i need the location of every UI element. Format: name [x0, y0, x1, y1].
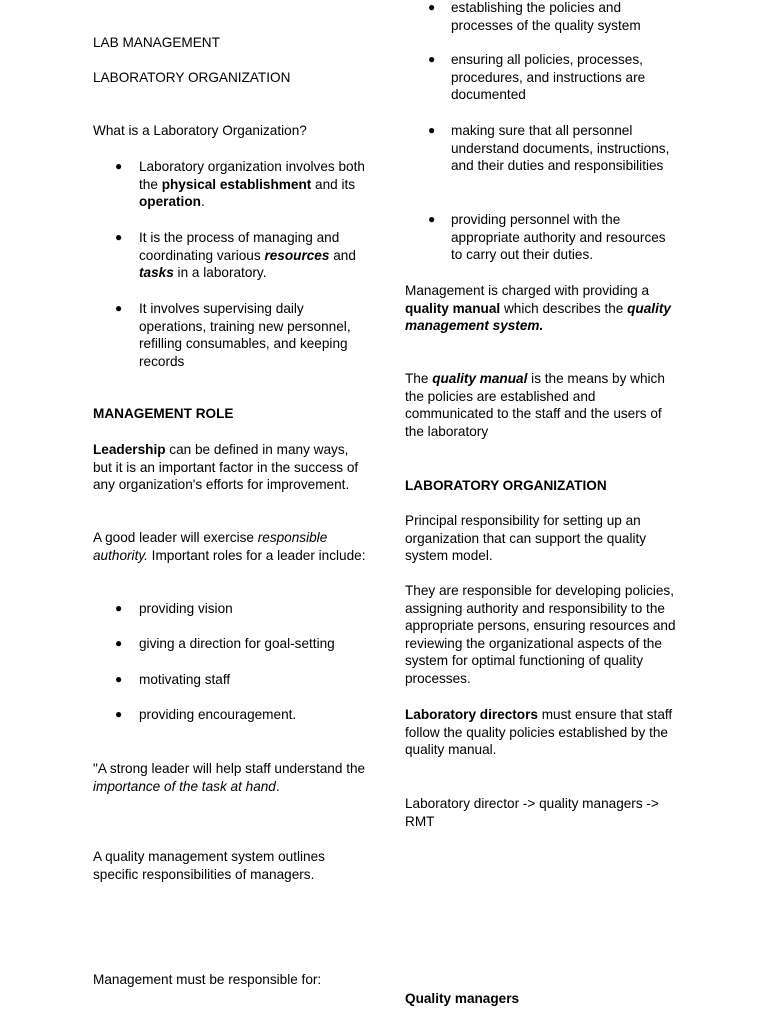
bullet-icon: ●: [428, 52, 436, 66]
bullet-icon: ●: [115, 672, 123, 686]
manual-paragraph: Management is charged with providing a quality manual which describes the quality management system.: [405, 283, 671, 334]
intro-bullet-list: [93, 229, 368, 282]
responsibilities-list: [405, 51, 677, 104]
leadership-paragraph: Leadership can be defined in many ways, but it is an important factor in the success of any organization's efforts for improvement.: [93, 442, 359, 493]
list-item: ● ensuring all policies, processes, procedures, and instructions are documented: [428, 52, 646, 103]
list-item: ● making sure that all personnel understand documents, instructions, and their duties and responsibilities: [428, 123, 670, 174]
principal-paragraph: Principal responsibility for setting up an organization that can support the quality system model.: [405, 513, 647, 564]
intro-bullet-list: [93, 158, 368, 211]
document-title: LAB MANAGEMENT: [93, 35, 220, 50]
bullet-icon: ●: [428, 123, 436, 137]
hierarchy-chain: Laboratory director -> quality managers -> RMT: [405, 796, 659, 829]
lab-organization-heading: LABORATORY ORGANIZATION: [405, 478, 607, 493]
roles-list: [93, 600, 368, 618]
bullet-icon: ●: [115, 230, 123, 244]
quality-managers-heading: Quality managers: [405, 991, 520, 1006]
document-subtitle: LABORATORY ORGANIZATION: [93, 70, 291, 85]
roles-list: [93, 706, 368, 724]
list-item: ● establishing the policies and processes of the quality system: [428, 0, 641, 33]
bullet-icon: ●: [115, 159, 123, 173]
responsibilities-paragraph: They are responsible for developing policies, assigning authority and responsibility to the appropriate persons, ensuring resources and reviewing the organizational aspects of the system for optimal functioning of quality processes.: [405, 583, 676, 686]
bullet-icon: ●: [115, 301, 123, 315]
good-leader-paragraph: A good leader will exercise responsible authority. Important roles for a leader include:: [93, 530, 366, 563]
list-item: ● It is the process of managing and coordinating various resources and tasks in a laboratory.: [115, 230, 356, 281]
quote-paragraph: "A strong leader will help staff understand the importance of the task at hand.: [93, 761, 366, 794]
responsibilities-list: [405, 211, 677, 264]
list-item: ● It involves supervising daily operations, training new personnel, refilling consumables, and keeping records: [115, 301, 351, 369]
responsible-for-text: Management must be responsible for:: [93, 972, 322, 987]
question-text: What is a Laboratory Organization?: [93, 123, 307, 138]
responsibilities-list: [405, 122, 677, 175]
bullet-icon: ●: [115, 707, 123, 721]
responsibilities-list: [405, 0, 677, 34]
list-item: ● providing encouragement.: [115, 707, 297, 722]
directors-paragraph: Laboratory directors must ensure that staff follow the quality policies established by the quality manual.: [405, 707, 673, 758]
bullet-icon: ●: [428, 0, 436, 14]
list-item: ● Laboratory organization involves both the physical establishment and its operation.: [115, 159, 365, 210]
intro-bullet-list: [93, 300, 368, 370]
list-item: ● giving a direction for goal-setting: [115, 636, 335, 651]
bullet-icon: ●: [115, 636, 123, 650]
list-item: ● motivating staff: [115, 672, 231, 687]
roles-list: [93, 671, 368, 689]
management-role-heading: MANAGEMENT ROLE: [93, 406, 234, 421]
bullet-icon: ●: [115, 601, 123, 615]
list-item: ● providing personnel with the appropriate authority and resources to carry out their duties.: [428, 212, 666, 263]
bullet-icon: ●: [428, 212, 436, 226]
roles-list: [93, 635, 368, 653]
manual-means-paragraph: The quality manual is the means by which the policies are established and communicated to the staff and the users of the laboratory: [405, 371, 665, 439]
list-item: ● providing vision: [115, 601, 233, 616]
qms-paragraph: A quality management system outlines specific responsibilities of managers.: [93, 849, 325, 882]
